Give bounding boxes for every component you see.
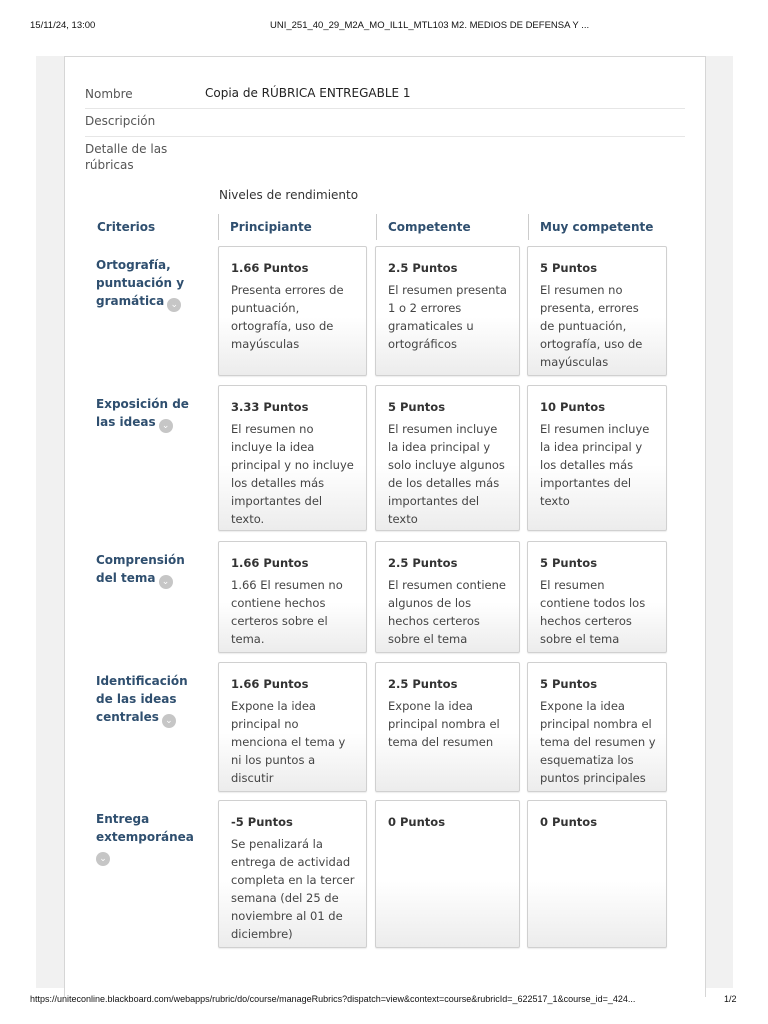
column-header-beginner: Principiante [218, 214, 374, 240]
cell-description: Se penalizará la entrega de actividad completa en la tercer semana (del 25 de noviembre al 01 de diciembre) [231, 837, 355, 941]
criterion-label: Identificación de las ideas centrales [96, 674, 188, 724]
print-title: UNI_251_40_29_M2A_MO_IL1L_MTL103 M2. MEDIOS DE DEFENSA Y ... [270, 20, 590, 31]
rubric-cell[interactable] [375, 246, 520, 376]
cell-points: 1.66 Puntos [231, 261, 309, 275]
cell-description: El resumen incluye la idea principal y los detalles más importantes del texto [540, 422, 650, 508]
rubric-cell[interactable] [218, 541, 367, 653]
print-date: 15/11/24, 13:00 [30, 20, 96, 31]
cell-description: 1.66 El resumen no contiene hechos certeros sobre el tema. [231, 578, 343, 646]
criterion-ideas-exposition [96, 395, 208, 433]
rubric-cell[interactable] [218, 246, 367, 376]
cell-points: 1.66 Puntos [231, 556, 309, 570]
column-header-very-competent: Muy competente [528, 214, 668, 240]
rubric-cell[interactable] [527, 541, 667, 653]
cell-points: 10 Puntos [540, 400, 606, 414]
name-label: Nombre [85, 87, 133, 101]
cell-description: Expone la idea principal no menciona el tema y ni los puntos a discutir [231, 699, 346, 785]
rubric-cell[interactable] [527, 246, 667, 376]
levels-title: Niveles de rendimiento [219, 188, 359, 202]
description-row [85, 113, 685, 137]
print-footer [0, 992, 768, 1012]
cell-points: -5 Puntos [231, 815, 293, 829]
detail-row [85, 141, 685, 177]
cell-description: Expone la idea principal nombra el tema del resumen [388, 699, 500, 749]
cell-description: El resumen contiene algunos de los hechos certeros sobre el tema [388, 578, 506, 646]
page-number: 1/2 [724, 994, 737, 1004]
cell-description: Expone la idea principal nombra el tema del resumen y esquematiza los puntos principales [540, 699, 656, 785]
cell-description: El resumen presenta 1 o 2 errores gramaticales u ortográficos [388, 283, 507, 351]
rubric-cell[interactable] [375, 662, 520, 792]
rubric-cell[interactable] [527, 800, 667, 948]
cell-points: 2.5 Puntos [388, 677, 458, 691]
cell-points: 3.33 Puntos [231, 400, 309, 414]
cell-description: Presenta errores de puntuación, ortografía, uso de mayúsculas [231, 283, 344, 351]
criterion-topic-comprehension [96, 551, 208, 589]
column-header-criteria: Criterios [97, 220, 156, 234]
cell-points: 2.5 Puntos [388, 261, 458, 275]
cell-description: El resumen no presenta, errores de puntuación, ortografía, uso de mayúsculas [540, 283, 643, 369]
print-url: https://uniteconline.blackboard.com/webapps/rubric/do/course/manageRubrics?dispatch=view&context=course&rubricId=_622517_1&course_id=_424... [30, 994, 636, 1004]
criterion-label: Entrega extemporánea [96, 812, 194, 844]
criterion-late-delivery [96, 810, 208, 866]
cell-description: El resumen contiene todos los hechos certeros sobre el tema [540, 578, 646, 646]
rubric-cell[interactable] [375, 800, 520, 948]
print-header [0, 0, 768, 50]
chevron-down-icon[interactable]: ⌄ [162, 714, 176, 728]
cell-description: El resumen no incluye la idea principal y no incluye los detalles más importantes del texto. [231, 422, 354, 526]
criterion-central-ideas [96, 672, 208, 728]
rubric-cell[interactable] [218, 800, 367, 948]
name-value: Copia de RÚBRICA ENTREGABLE 1 [205, 86, 411, 100]
cell-points: 5 Puntos [540, 261, 598, 275]
name-row [85, 86, 685, 109]
detail-label: Detalle de las rúbricas [85, 142, 168, 172]
chevron-down-icon[interactable]: ⌄ [96, 852, 110, 866]
rubric-cell[interactable] [375, 385, 520, 531]
cell-points: 5 Puntos [388, 400, 446, 414]
criterion-label: Exposición de las ideas [96, 397, 189, 429]
rubric-cell[interactable] [218, 385, 367, 531]
cell-description: El resumen incluye la idea principal y solo incluye algunos de los detalles más importantes del texto [388, 422, 505, 526]
description-label: Descripción [85, 114, 156, 128]
rubric-cell[interactable] [218, 662, 367, 792]
criterion-label: Comprensión del tema [96, 553, 185, 585]
cell-points: 5 Puntos [540, 556, 598, 570]
cell-points: 1.66 Puntos [231, 677, 309, 691]
cell-points: 2.5 Puntos [388, 556, 458, 570]
chevron-down-icon[interactable]: ⌄ [159, 419, 173, 433]
chevron-down-icon[interactable]: ⌄ [167, 298, 181, 312]
criterion-label: Ortografía, puntuación y gramática [96, 258, 185, 308]
cell-points: 0 Puntos [388, 815, 446, 829]
rubric-cell[interactable] [375, 541, 520, 653]
rubric-cell[interactable] [527, 662, 667, 792]
chevron-down-icon[interactable]: ⌄ [159, 575, 173, 589]
rubric-cell[interactable] [527, 385, 667, 531]
column-header-competent: Competente [376, 214, 526, 240]
cell-points: 0 Puntos [540, 815, 598, 829]
criterion-orthography [96, 256, 208, 312]
cell-points: 5 Puntos [540, 677, 598, 691]
